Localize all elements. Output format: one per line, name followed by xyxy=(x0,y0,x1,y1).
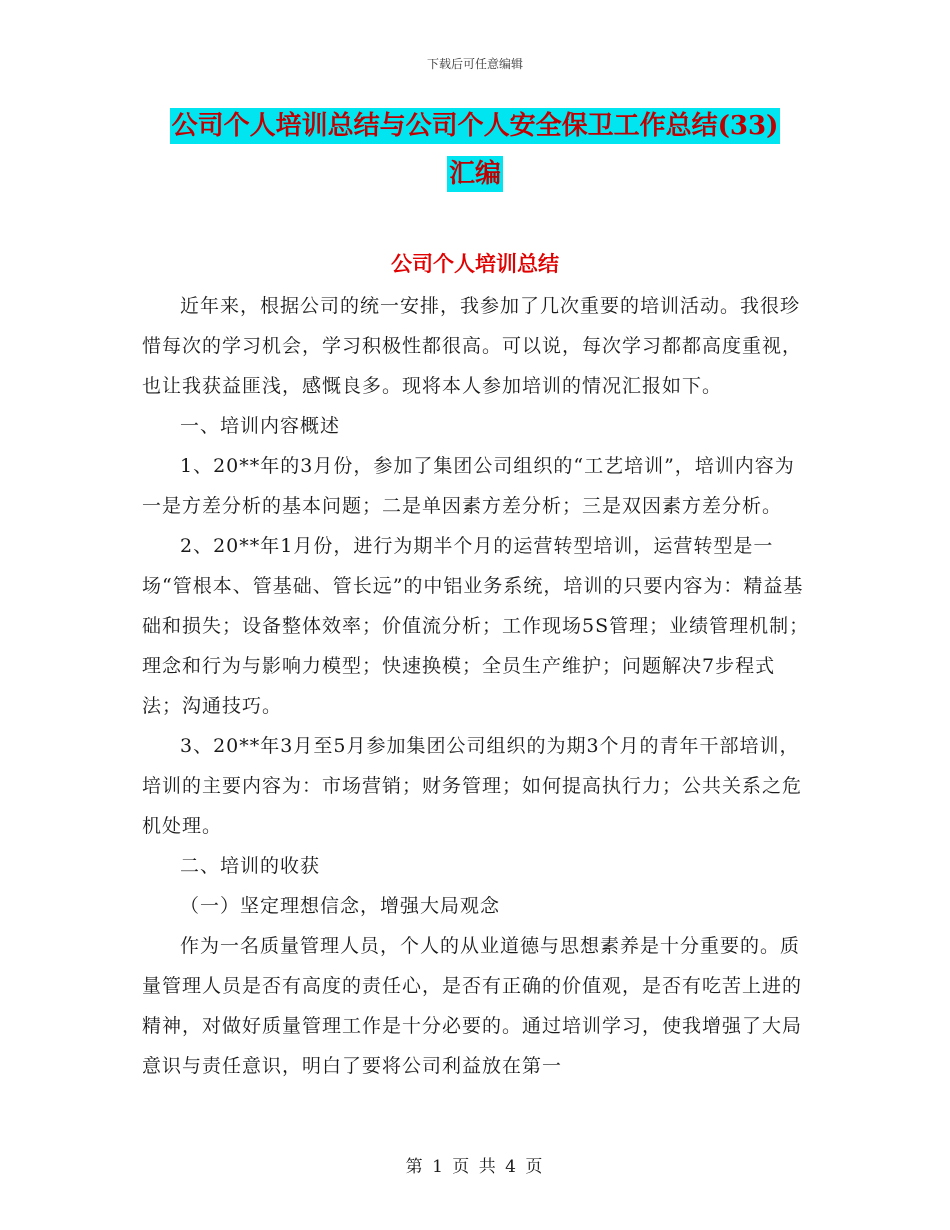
section-title: 公司个人培训总结 xyxy=(391,251,559,276)
paragraph: （一）坚定理想信念，增强大局观念 xyxy=(180,895,501,917)
document-body xyxy=(142,286,812,1086)
paragraph: 二、培训的收获 xyxy=(180,855,321,877)
paragraph: 近年来，根据公司的统一安排，我参加了几次重要的培训活动。我很珍惜每次的学习机会，学习积极性都很高。可以说，每次学习都都高度重视，也让我获益匪浅，感慨良多。现将本人参加培训的情况汇报如下。 xyxy=(142,295,803,397)
document-title xyxy=(0,108,950,192)
paragraph: 1、20**年的3月份，参加了集团公司组织的“工艺培训”，培训内容为一是方差分析的基本问题；二是单因素方差分析；三是双因素方差分析。 xyxy=(142,455,795,517)
paragraph: 一、培训内容概述 xyxy=(180,415,341,437)
paragraph: 3、20**年3月至5月参加集团公司组织的为期3个月的青年干部培训，培训的主要内容为：市场营销；财务管理；如何提高执行力；公共关系之危机处理。 xyxy=(142,735,803,837)
paragraph: 作为一名质量管理人员，个人的从业道德与思想素养是十分重要的。质量管理人员是否有高度的责任心，是否有正确的价值观，是否有吃苦上进的精神，对做好质量管理工作是十分必要的。通过培训学习，使我增强了大局意识与责任意识，明白了要将公司利益放在第一 xyxy=(142,935,803,1077)
title-line-1: 公司个人培训总结与公司个人安全保卫工作总结(33) xyxy=(170,108,781,144)
title-line-2: 汇编 xyxy=(447,156,503,192)
page-footer: 第 1 页 共 4 页 xyxy=(405,1157,545,1177)
paragraph: 2、20**年1月份，进行为期半个月的运营转型培训，运营转型是一场“管根本、管基础、管长远”的中铝业务系统，培训的只要内容为：精益基础和损失；设备整体效率；价值流分析；工作现场5S管理；业绩管理机制；理念和行为与影响力模型；快速换模；全员生产维护；问题解决7步程式法；沟通技巧。 xyxy=(142,535,810,717)
header-note: 下载后可任意编辑 xyxy=(426,57,523,71)
